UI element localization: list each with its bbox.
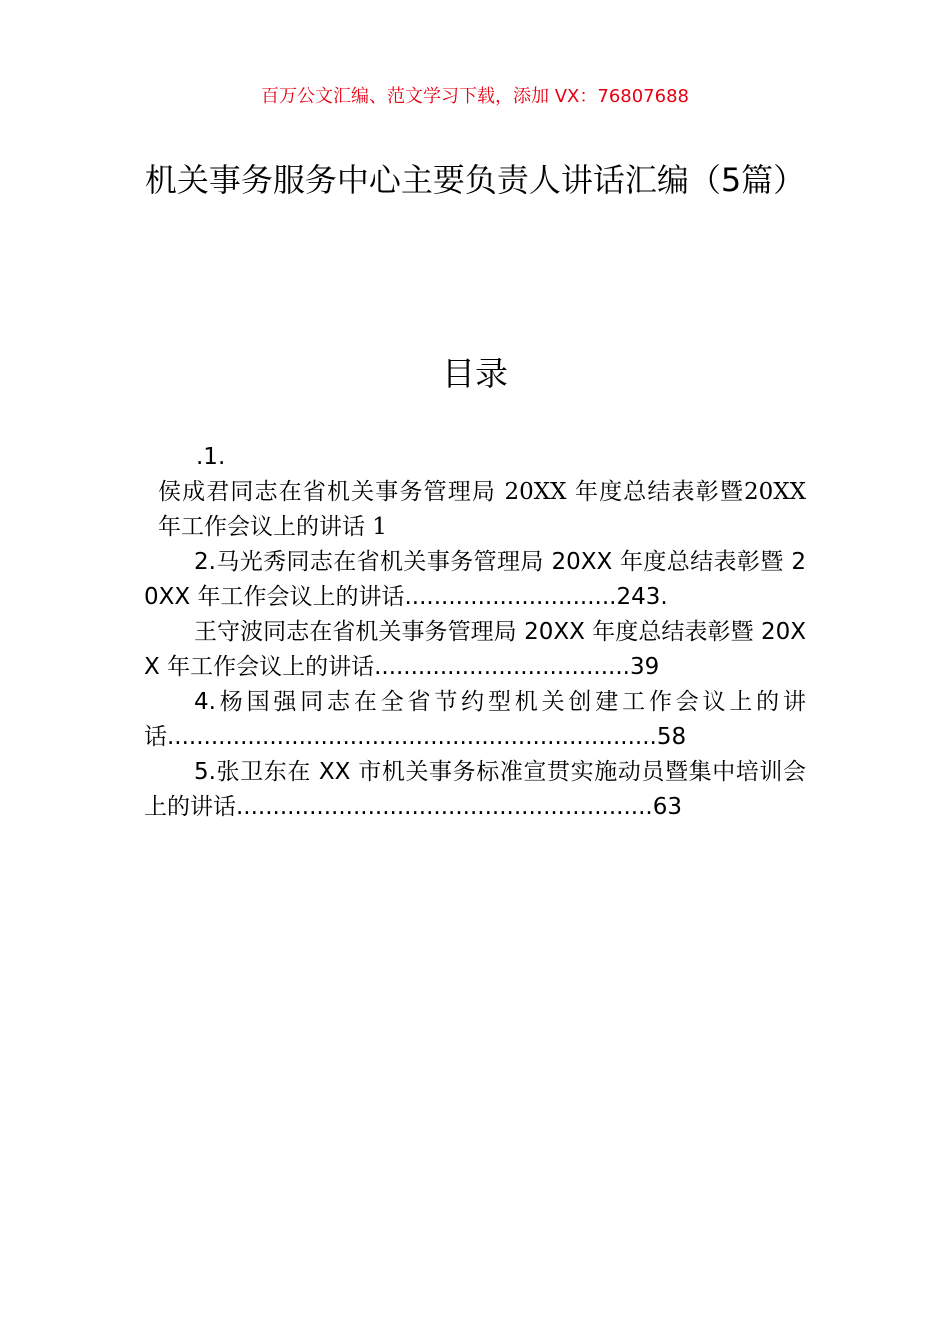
toc-entry-1[interactable]: 侯成君同志在省机关事务管理局 20XX 年度总结表彰暨20XX 年工作会议上的讲话 1 [158, 479, 806, 540]
toc-entry-4[interactable]: 4.杨国强同志在全省节约型机关创建工作会议上的讲话...................................................................58 [144, 689, 806, 750]
toc-entry-3[interactable]: 王守波同志在省机关事务管理局 20XX 年度总结表彰暨 20XX 年工作会议上的讲话...................................39 [144, 619, 806, 680]
toc-entry-5[interactable]: 5.张卫东在 XX 市机关事务标准宣贯实施动员暨集中培训会上的讲话.........................................................63 [144, 759, 806, 820]
toc-entry-2[interactable]: 2.马光秀同志在省机关事务管理局 20XX 年度总结表彰暨 20XX 年工作会议上的讲话.............................243. [144, 549, 806, 610]
table-of-contents [144, 440, 806, 825]
promo-banner: 百万公文汇编、范文学习下载，添加 VX：76807688 [261, 86, 689, 107]
toc-item-number: .1. [196, 444, 226, 470]
document-title: 机关事务服务中心主要负责人讲话汇编（5篇） [144, 161, 806, 199]
toc-heading: 目录 [442, 354, 508, 393]
